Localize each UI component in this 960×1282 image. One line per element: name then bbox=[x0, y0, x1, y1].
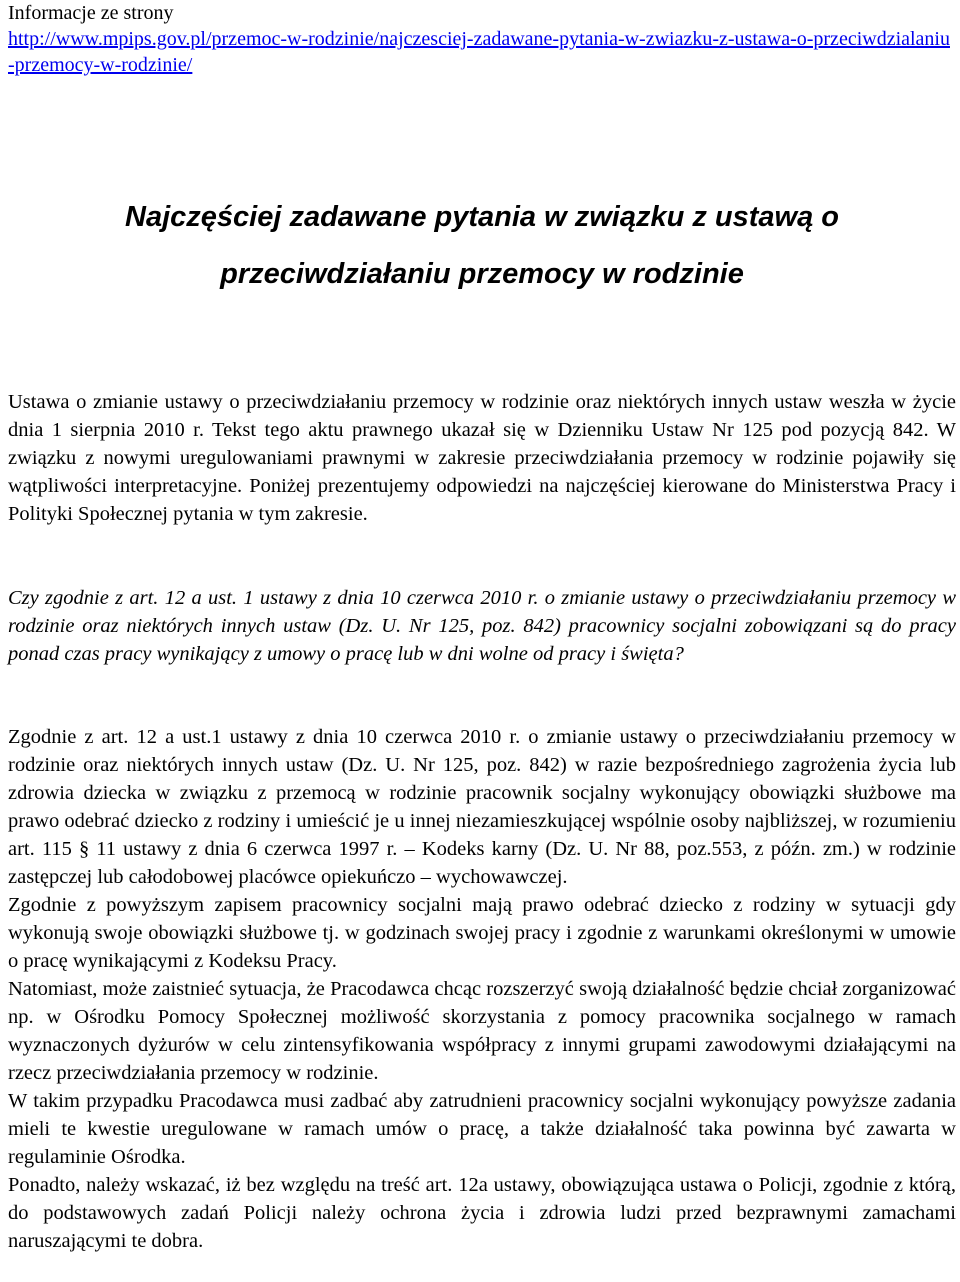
document-page bbox=[8, 0, 956, 1252]
source-label: Informacje ze strony bbox=[8, 2, 174, 24]
answer-paragraph: Ponadto, należy wskazać, iż bez względu na treść art. 12a ustawy, obowiązująca ustawa o Policji, zgodnie z którą, do podstawowych zadań Policji należy ochrona życia i zdrowia ludzi przed bezprawnymi zamachami naruszającymi te dobra. bbox=[8, 1174, 956, 1252]
page-title: Najczęściej zadawane pytania w związku z ustawą o przeciwdziałaniu przemocy w rodzinie bbox=[125, 201, 839, 290]
answer-section bbox=[8, 723, 956, 1255]
intro-paragraph: Ustawa o zmianie ustawy o przeciwdziałaniu przemocy w rodzinie oraz niektórych innych ustaw weszła w życie dnia 1 sierpnia 2010 r. Tekst tego aktu prawnego ukazał się w Dzienniku Ustaw Nr 125 pod pozycją 842. W związku z nowymi uregulowaniami prawnymi w zakresie przeciwdziałania przemocy w rodzinie pojawiły się wątpliwości interpretacyjne. Poniżej prezentujemy odpowiedzi na najczęściej kierowane do Ministerstwa Pracy i Polityki Społecznej pytania w tym zakresie. bbox=[8, 391, 956, 525]
answer-paragraph: Natomiast, może zaistnieć sytuacja, że Pracodawca chcąc rozszerzyć swoją działalność będzie chciał zorganizować np. w Ośrodku Pomocy Społecznej możliwość skorzystania z pomocy pracownika socjalnego w ramach wyznaczonych dyżurów w celu zintensyfikowania współpracy z innymi grupami zawodowymi działającymi na rzecz przeciwdziałania przemocy w rodzinie. bbox=[8, 978, 956, 1084]
answer-paragraph: Zgodnie z art. 12 a ust.1 ustawy z dnia 10 czerwca 2010 r. o zmianie ustawy o przeciwdziałaniu przemocy w rodzinie oraz niektórych innych ustaw (Dz. U. Nr 125, poz. 842) w razie bezpośredniego zagrożenia życia lub zdrowia dziecka w związku z przemocą w rodzinie pracownik socjalny wykonujący obowiązki służbowe ma prawo odebrać dziecko z rodziny i umieścić je u innej niezamieszkującej wspólnie osoby najbliższej, w rozumieniu art. 115 § 11 ustawy z dnia 6 czerwca 1997 r. – Kodeks karny (Dz. U. Nr 88, poz.553, z późn. zm.) w rodzinie zastępczej lub całodobowej placówce opiekuńczo – wychowawczej. bbox=[8, 726, 956, 888]
answer-paragraph: W takim przypadku Pracodawca musi zadbać aby zatrudnieni pracownicy socjalni wykonujący powyższe zadania mieli te kwestie uregulowane w ramach umów o pracę, a także działalność taka powinna być zawarta w regulaminie Ośrodka. bbox=[8, 1090, 956, 1168]
answer-paragraph: Zgodnie z powyższym zapisem pracownicy socjalni mają prawo odebrać dziecko z rodziny w sytuacji gdy wykonują swoje obowiązki służbowe tj. w godzinach swojej pracy i zgodnie z warunkami określonymi w umowie o pracę wynikającymi z Kodeksu Pracy. bbox=[8, 894, 956, 972]
source-url-link[interactable]: http://www.mpips.gov.pl/przemoc-w-rodzinie/najczesciej-zadawane-pytania-w-zwiazku-z-ustawa-o-przeciwdzialaniu-przemocy-w-rodzinie/ bbox=[8, 28, 950, 76]
question-paragraph: Czy zgodnie z art. 12 a ust. 1 ustawy z dnia 10 czerwca 2010 r. o zmianie ustawy o przeciwdziałaniu przemocy w rodzinie oraz niektórych innych ustaw (Dz. U. Nr 125, poz. 842) pracownicy socjalni zobowiązani są do pracy ponad czas pracy wynikający z umowy o pracę lub w dni wolne od pracy i święta? bbox=[8, 587, 956, 665]
